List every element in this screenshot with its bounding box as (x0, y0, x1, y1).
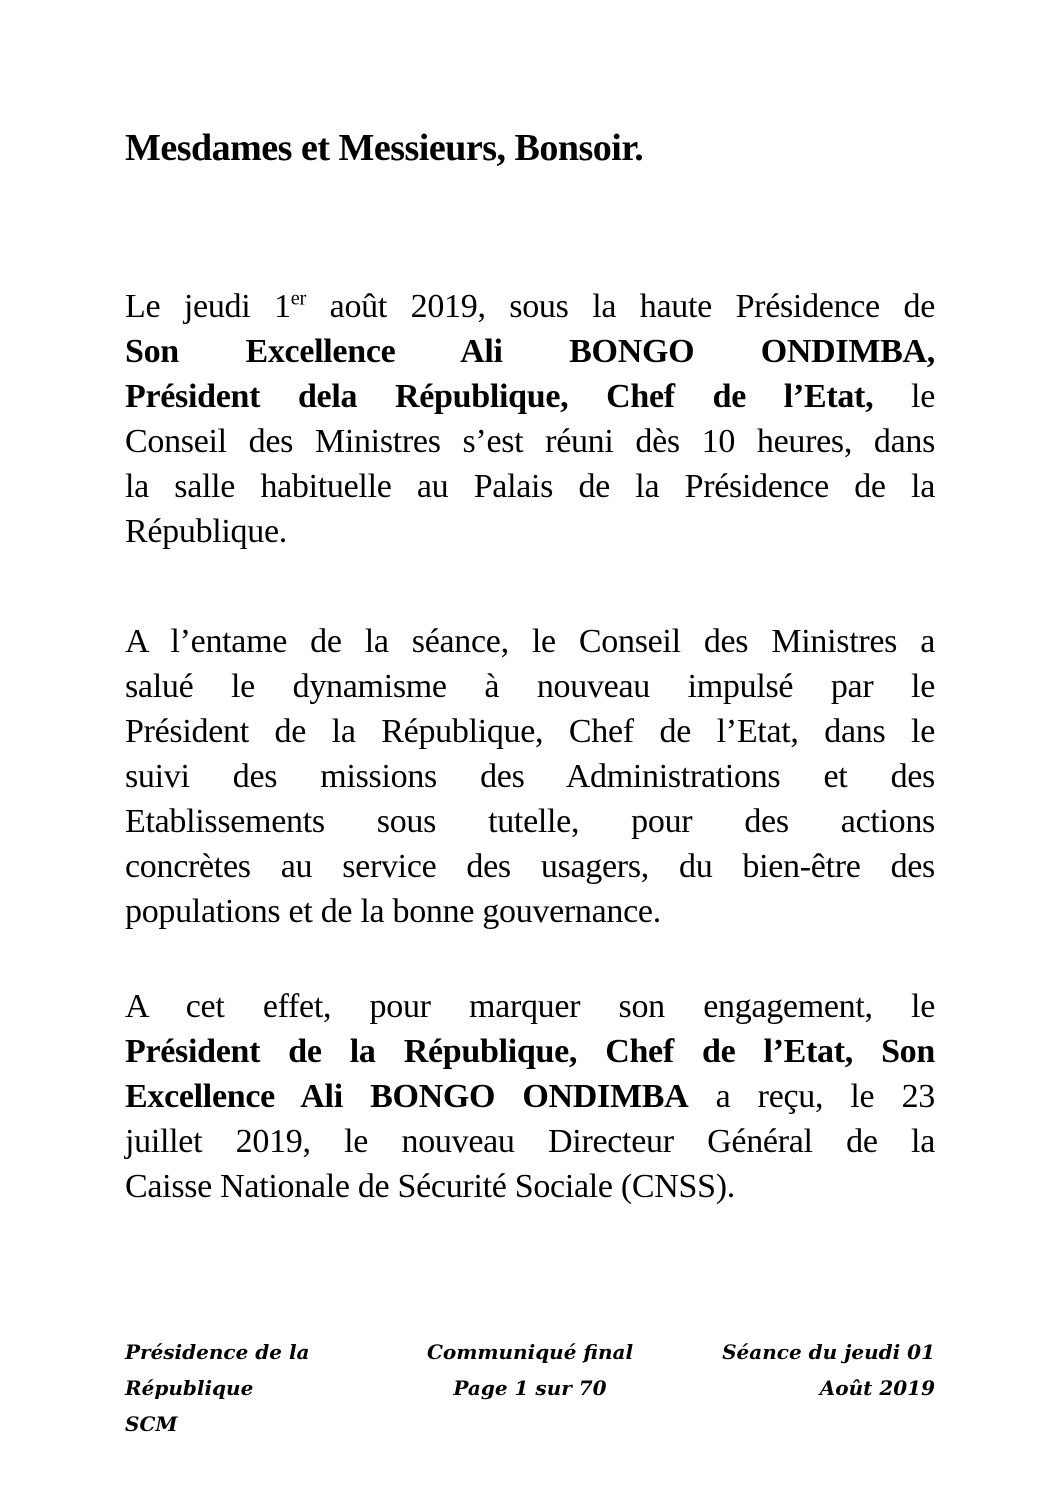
paragraph-3 (125, 984, 935, 1209)
text-line: Etablissements sous tutelle, pour des actions (125, 803, 935, 840)
paragraph-1 (125, 284, 935, 554)
page-footer (125, 1334, 935, 1442)
text-segment: a reçu, le 23 (688, 1078, 935, 1115)
text-line: salué le dynamisme à nouveau impulsé par le (125, 668, 935, 705)
text-line: Conseil des Ministres s’est réuni dès 10 heures, dans (125, 423, 935, 460)
text-line (125, 1074, 935, 1119)
document-title: Mesdames et Messieurs, Bonsoir. (125, 127, 644, 169)
text-line: Président de la République, Chef de l’Etat, dans le (125, 713, 935, 750)
superscript: er (290, 287, 306, 310)
text-line: concrètes au service des usagers, du bien-être des (125, 848, 935, 885)
text-line (125, 374, 935, 419)
footer-org: Présidence de la République (125, 1340, 310, 1400)
text-line: Caisse Nationale de Sécurité Sociale (CNSS). (125, 1168, 735, 1205)
text-line: Président de la République, Chef de l’Etat, Son (125, 1033, 935, 1070)
footer-dept: SCM (125, 1412, 178, 1436)
text-segment: Le jeudi 1 (125, 288, 291, 325)
text-line: Son Excellence Ali BONGO ONDIMBA, (125, 333, 935, 370)
footer-doc-type: Communiqué final (426, 1340, 634, 1364)
footer-page-number: Page 1 sur 70 (453, 1376, 607, 1400)
text-line: la salle habituelle au Palais de la Présidence de la (125, 468, 935, 505)
footer-right (665, 1334, 935, 1442)
text-line: suivi des missions des Administrations et des (125, 758, 935, 795)
paragraph-2 (125, 619, 935, 934)
text-segment: Président dela République, Chef de l’Etat, (125, 378, 874, 415)
footer-left (125, 1334, 395, 1442)
text-line: A cet effet, pour marquer son engagement, le (125, 988, 935, 1025)
text-segment: Excellence Ali BONGO ONDIMBA (125, 1078, 689, 1115)
text-segment: le (873, 378, 935, 415)
footer-session-date: Séance du jeudi 01 Août 2019 (722, 1340, 935, 1400)
text-line: populations et de la bonne gouvernance. (125, 893, 661, 930)
text-line: juillet 2019, le nouveau Directeur Général de la (125, 1123, 935, 1160)
text-line: République. (125, 513, 287, 550)
text-line: A l’entame de la séance, le Conseil des Ministres a (125, 623, 935, 660)
text-segment: août 2019, sous la haute Présidence de (306, 288, 935, 325)
footer-center (395, 1334, 665, 1442)
text-line (125, 284, 935, 329)
